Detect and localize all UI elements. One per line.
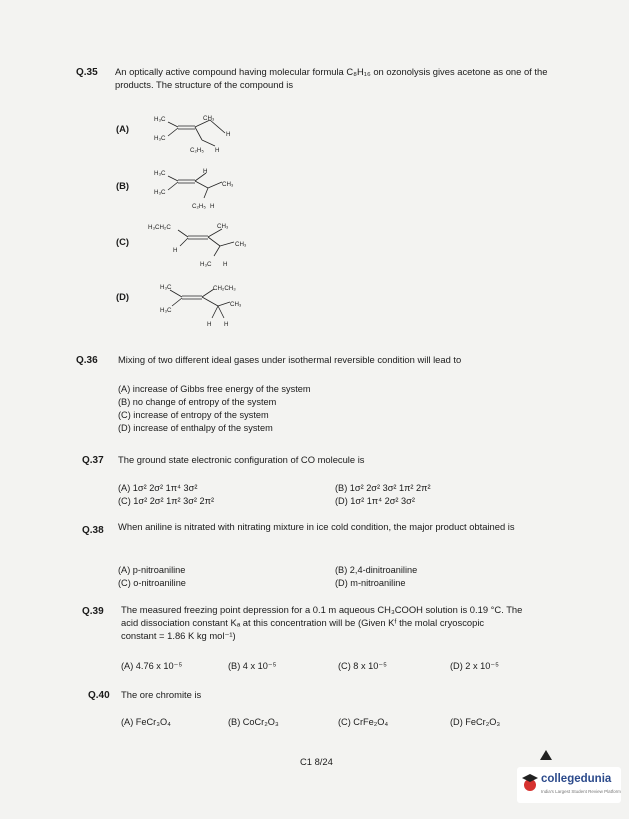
group-label: CH₂CH₃	[213, 285, 236, 292]
option-c: (C) o-nitroaniline	[118, 578, 186, 588]
group-label: H	[224, 321, 229, 328]
option-d: (D) 1σ² 1π⁴ 2σ² 3σ²	[335, 496, 415, 506]
question-number: Q.39	[82, 606, 104, 617]
question-number: Q.36	[76, 355, 98, 366]
question-text: An optically active compound having molecular formula C₈H₁₆ on ozonolysis gives acetone as one of the products. The structure of the compound is	[115, 66, 548, 90]
group-label: H₃C	[160, 307, 172, 314]
option-a: (A) p-nitroaniline	[118, 565, 186, 575]
structure-c-diagram	[140, 216, 270, 272]
group-label: CH₃	[230, 301, 242, 308]
option-b: (B) 2,4-dinitroaniline	[335, 565, 418, 575]
group-label: C₂H₅	[192, 203, 206, 210]
logo-name: collegedunia	[541, 773, 612, 785]
option-b: (B) CoCr₂O₃	[228, 717, 279, 727]
option-d: (D) FeCr₂O₃	[450, 717, 501, 727]
question-number: Q.38	[82, 525, 104, 536]
group-label: H₃CH₂C	[148, 224, 171, 231]
group-label: H	[226, 131, 231, 138]
question-text: Mixing of two different ideal gases under isothermal reversible condition will lead to	[118, 354, 462, 365]
option-label: (C)	[116, 236, 130, 247]
question-text-line: constant = 1.86 K kg mol⁻¹)	[121, 630, 236, 641]
structure-a-diagram	[140, 108, 250, 160]
option-label: (B)	[116, 180, 130, 191]
group-label: H₃C	[160, 284, 172, 291]
question-text: When aniline is nitrated with nitrating mixture in ice cold condition, the major product obtained is	[118, 521, 515, 532]
question-text-line: The measured freezing point depression for a 0.1 m aqueous CH₃COOH solution is 0.19 °C. The	[121, 604, 523, 615]
group-label: H	[203, 168, 208, 175]
group-label: CH₃	[217, 223, 229, 230]
option-c: (C) CrFe₂O₄	[338, 717, 389, 727]
option-label: (A)	[116, 123, 130, 134]
question-number: Q.40	[88, 690, 110, 701]
option-d: (D) 2 x 10⁻⁵	[450, 661, 499, 671]
structure-b-diagram	[140, 162, 250, 212]
graduation-cap-icon	[522, 773, 538, 793]
group-label: H	[207, 321, 212, 328]
collegedunia-logo	[517, 767, 621, 803]
option-c: (C) increase of entropy of the system	[118, 410, 269, 420]
group-label: H₃C	[154, 116, 166, 123]
option-a: (A) 4.76 x 10⁻⁵	[121, 661, 183, 671]
group-label: H	[215, 147, 220, 154]
group-label: C₂H₅	[190, 147, 204, 154]
option-c: (C) 1σ² 2σ² 1π² 3σ² 2π²	[118, 496, 215, 506]
group-label: H₃C	[200, 261, 212, 268]
option-a: (A) increase of Gibbs free energy of the system	[118, 384, 311, 394]
group-label: H₃C	[154, 189, 166, 196]
group-label: CH₃	[203, 115, 215, 122]
structure-d-diagram	[140, 276, 270, 332]
group-label: H	[210, 203, 215, 210]
question-number: Q.37	[82, 455, 104, 466]
option-d: (D) increase of enthalpy of the system	[118, 423, 273, 433]
page-number: C1 8/24	[300, 756, 333, 767]
triangle-marker-icon	[540, 750, 552, 760]
option-a: (A) 1σ² 2σ² 1π⁴ 3σ²	[118, 483, 198, 493]
option-d: (D) m-nitroaniline	[335, 578, 406, 588]
question-text: The ground state electronic configuration of CO molecule is	[118, 454, 365, 465]
group-label: H₃C	[154, 170, 166, 177]
option-b: (B) no change of entropy of the system	[118, 397, 277, 407]
option-b: (B) 1σ² 2σ² 3σ² 1π² 2π²	[335, 483, 431, 493]
group-label: CH₃	[222, 181, 234, 188]
group-label: H₃C	[154, 135, 166, 142]
option-a: (A) FeCr₃O₄	[121, 717, 171, 727]
question-text-line: acid dissociation constant Kₐ at this concentration will be (Given Kᶠ the molal cryoscopic	[121, 617, 485, 628]
option-b: (B) 4 x 10⁻⁵	[228, 661, 277, 671]
group-label: H	[173, 247, 178, 254]
logo-tagline: India's Largest Student Review Platform	[541, 789, 621, 794]
group-label: H	[223, 261, 228, 268]
question-number: Q.35	[76, 67, 98, 78]
question-text: The ore chromite is	[121, 689, 202, 700]
option-c: (C) 8 x 10⁻⁵	[338, 661, 387, 671]
group-label: CH₃	[235, 241, 247, 248]
option-label: (D)	[116, 291, 130, 302]
